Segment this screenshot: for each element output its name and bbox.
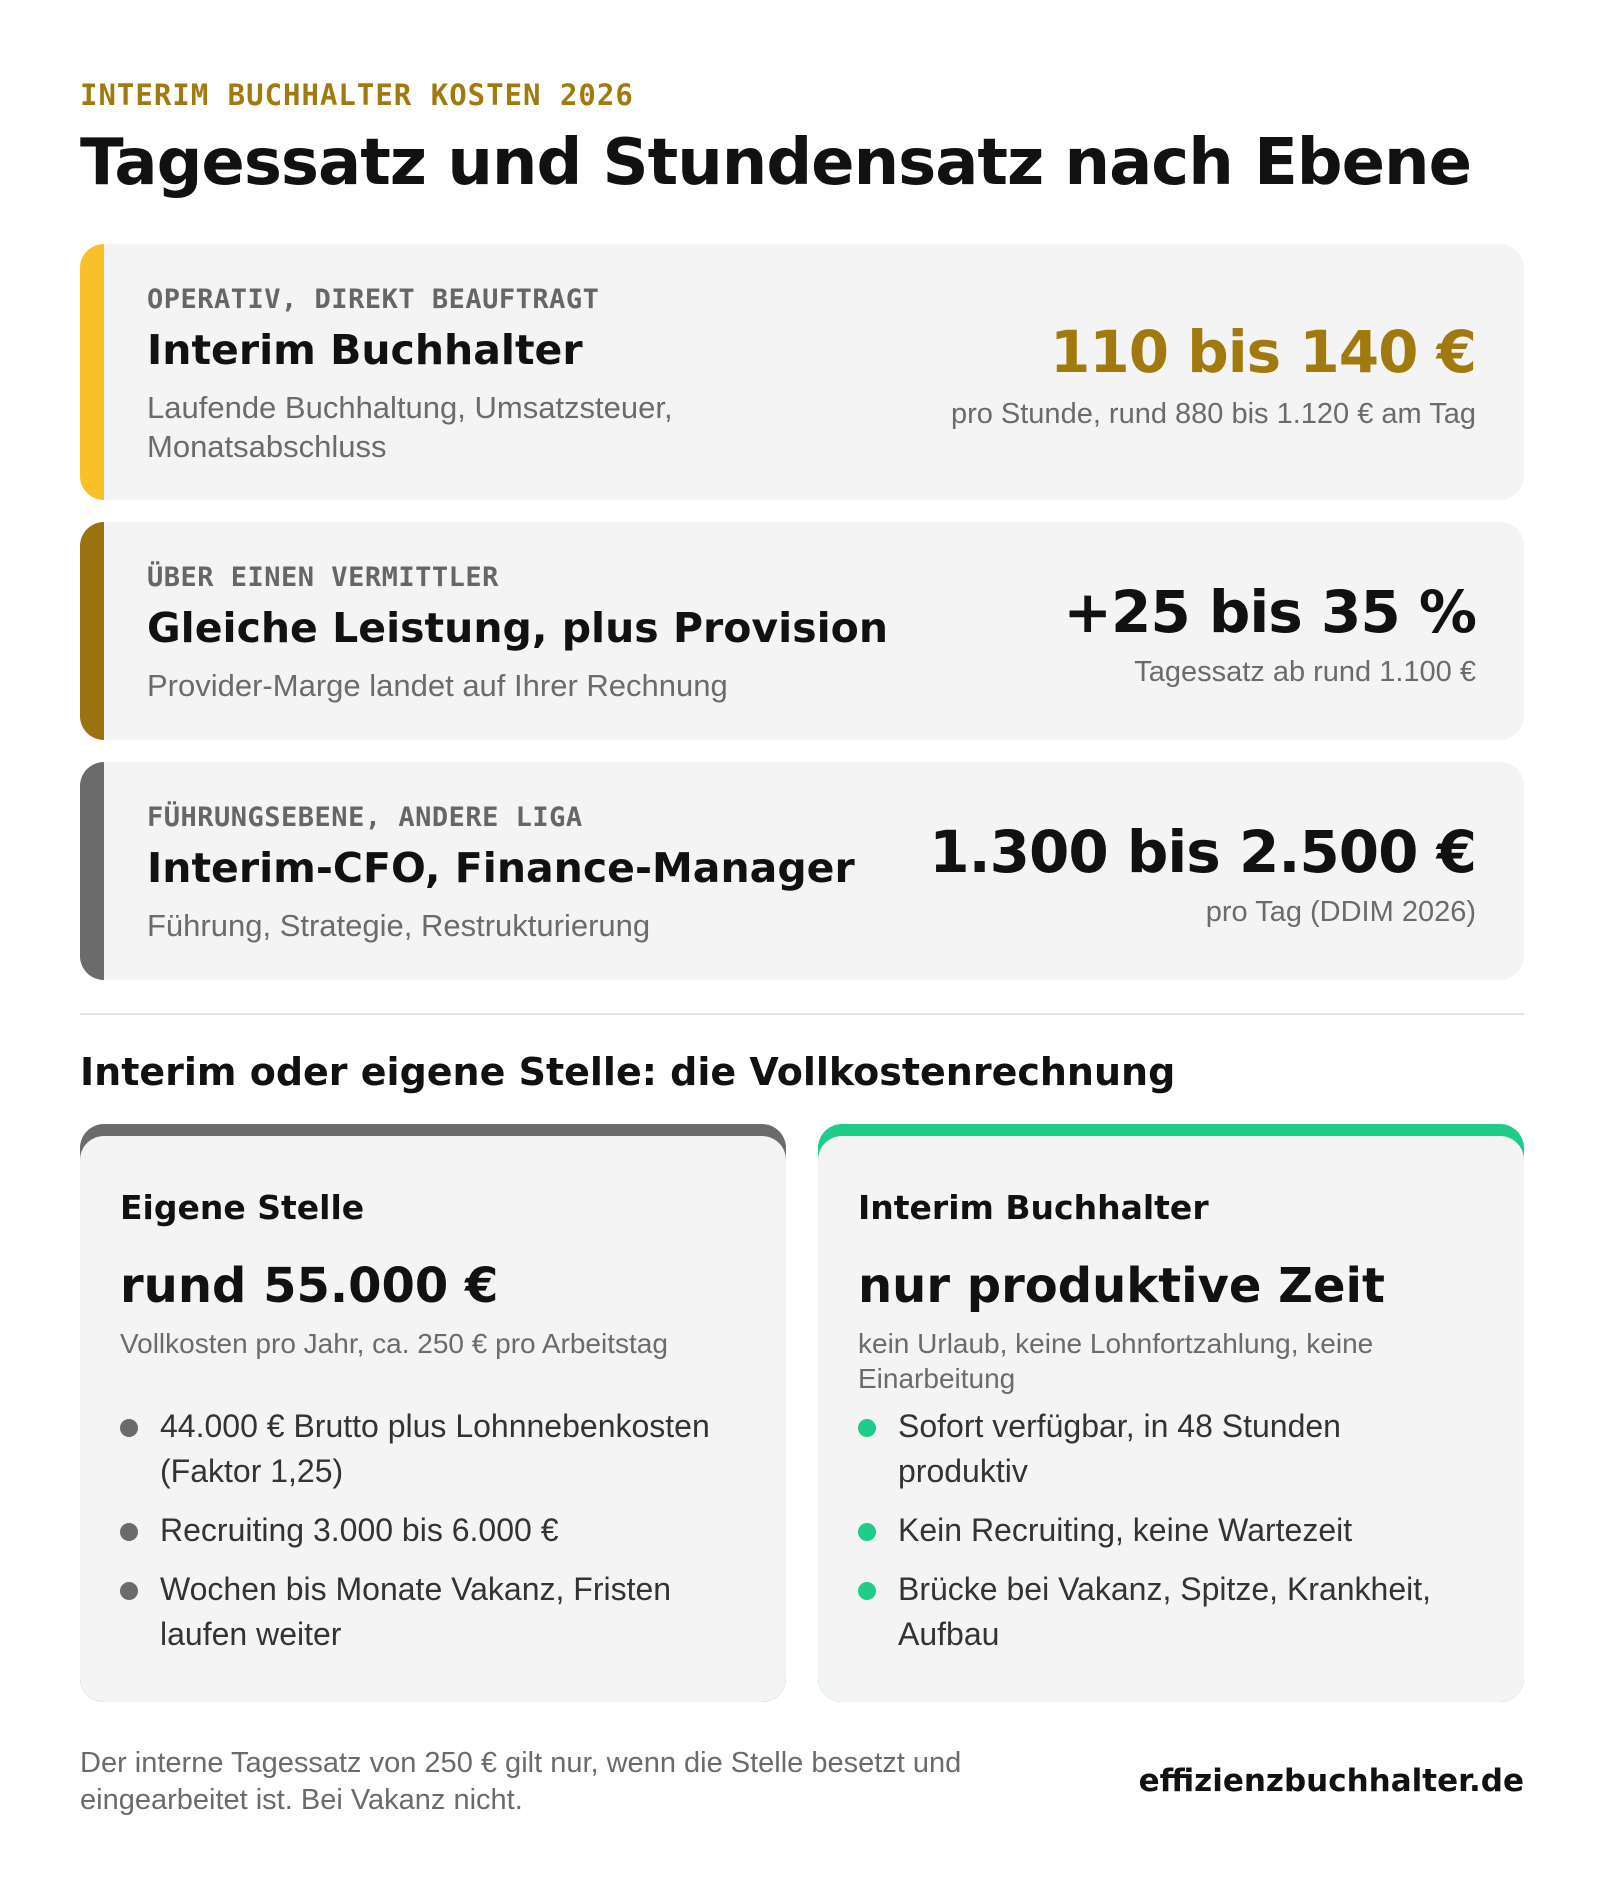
card-title: Interim Buchhalter — [858, 1188, 1209, 1227]
tier-accent-bar — [80, 244, 104, 500]
bullet-text: Recruiting 3.000 bis 6.000 € — [160, 1512, 559, 1548]
tier-description: Führung, Strategie, Restrukturierung — [147, 908, 651, 943]
card-bullet-list — [120, 1404, 740, 1671]
comparison-card-eigene-stelle — [80, 1124, 786, 1702]
tier-price: +25 bis 35 % — [1063, 578, 1476, 646]
tier-accent-bar — [80, 522, 104, 740]
tier-kicker: OPERATIV, DIREKT BEAUFTRAGT — [147, 284, 600, 315]
tier-card-fuehrung — [80, 762, 1524, 980]
tier-description: Provider-Marge landet auf Ihrer Rechnung — [147, 668, 728, 703]
bullet-text: Sofort verfügbar, in 48 Stunden produktiv — [898, 1408, 1341, 1489]
eyebrow-label: INTERIM BUCHHALTER KOSTEN 2026 — [80, 78, 634, 112]
tier-name: Interim-CFO, Finance-Manager — [147, 844, 855, 892]
list-item — [858, 1508, 1478, 1553]
tier-accent-bar — [80, 762, 104, 980]
tier-kicker: ÜBER EINEN VERMITTLER — [147, 562, 499, 593]
website-domain: effizienzbuchhalter.de — [1138, 1763, 1524, 1799]
comparison-card-interim — [818, 1124, 1524, 1702]
bullet-dot-icon — [120, 1419, 138, 1437]
bullet-dot-icon — [858, 1523, 876, 1541]
bullet-text: 44.000 € Brutto plus Lohnnebenkosten (Faktor 1,25) — [160, 1408, 710, 1489]
card-body — [80, 1136, 786, 1702]
card-value: rund 55.000 € — [120, 1258, 499, 1314]
bullet-text: Wochen bis Monate Vakanz, Fristen laufen weiter — [160, 1571, 672, 1652]
list-item — [858, 1404, 1478, 1494]
list-item — [120, 1567, 740, 1657]
bullet-text: Brücke bei Vakanz, Spitze, Krankheit, Aufbau — [898, 1571, 1432, 1652]
bullet-text: Kein Recruiting, keine Wartezeit — [898, 1512, 1353, 1548]
tier-card-vermittler — [80, 522, 1524, 740]
tier-price-note: pro Tag (DDIM 2026) — [1205, 896, 1476, 928]
page-title: Tagessatz und Stundensatz nach Ebene — [80, 126, 1471, 200]
card-bullet-list — [858, 1404, 1478, 1671]
tier-price-note: pro Stunde, rund 880 bis 1.120 € am Tag — [950, 398, 1476, 430]
tier-name: Interim Buchhalter — [147, 326, 583, 374]
tier-price-note: Tagessatz ab rund 1.100 € — [1134, 656, 1476, 688]
section-divider — [80, 1013, 1524, 1015]
card-subtitle: Vollkosten pro Jahr, ca. 250 € pro Arbeitstag — [120, 1328, 668, 1359]
card-body — [818, 1136, 1524, 1702]
infographic — [80, 0, 1524, 1887]
tier-name: Gleiche Leistung, plus Provision — [147, 604, 889, 652]
bullet-dot-icon — [120, 1582, 138, 1600]
card-value: nur produktive Zeit — [858, 1258, 1385, 1314]
tier-kicker: FÜHRUNGSEBENE, ANDERE LIGA — [147, 802, 583, 833]
tier-price: 110 bis 140 € — [1050, 318, 1476, 386]
list-item — [120, 1404, 740, 1494]
tier-description: Laufende Buchhaltung, Umsatzsteuer, Monatsabschluss — [147, 390, 673, 464]
list-item — [858, 1567, 1478, 1657]
bullet-dot-icon — [858, 1582, 876, 1600]
tier-card-operativ — [80, 244, 1524, 500]
list-item — [120, 1508, 740, 1553]
bullet-dot-icon — [120, 1523, 138, 1541]
footnote: Der interne Tagessatz von 250 € gilt nur, wenn die Stelle besetzt und eingearbeitet ist. Bei Vakanz nicht. — [80, 1747, 962, 1816]
tier-price: 1.300 bis 2.500 € — [929, 818, 1476, 886]
bullet-dot-icon — [858, 1419, 876, 1437]
comparison-title: Interim oder eigene Stelle: die Vollkostenrechnung — [80, 1050, 1176, 1094]
card-title: Eigene Stelle — [120, 1188, 365, 1227]
card-subtitle: kein Urlaub, keine Lohnfortzahlung, keine Einarbeitung — [858, 1328, 1374, 1394]
